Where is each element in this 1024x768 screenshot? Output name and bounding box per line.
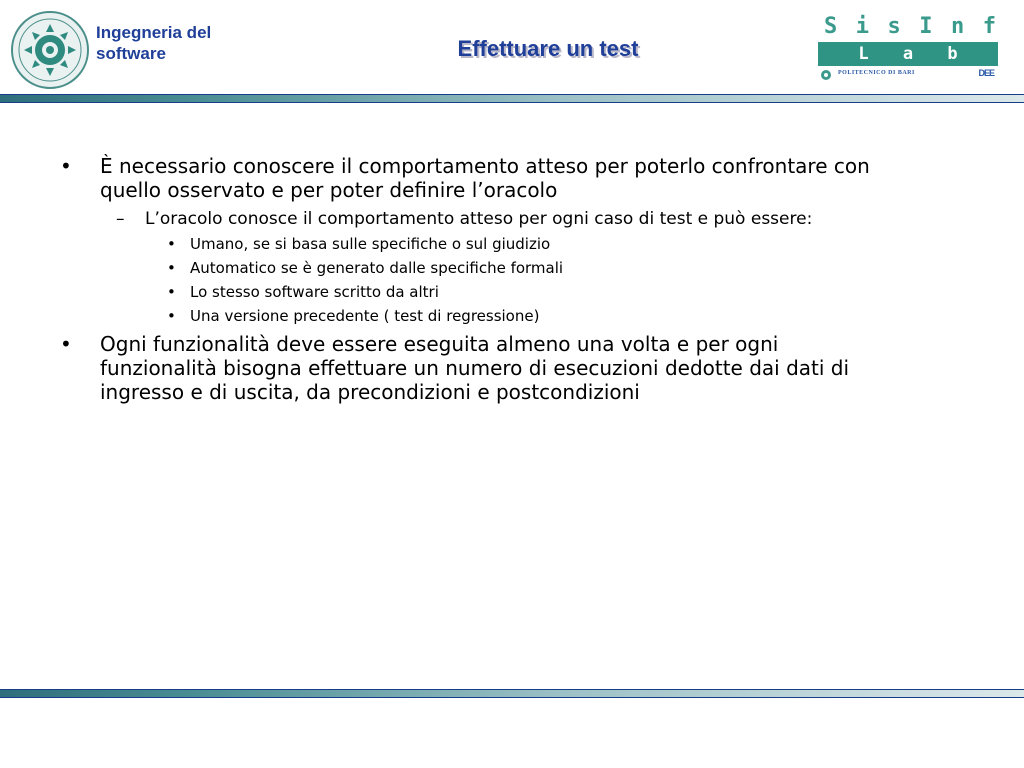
bullet-marker: • [60, 332, 72, 356]
lab-letter: f [982, 14, 996, 39]
lab-letter: n [951, 14, 965, 39]
lab-letter: I [919, 14, 933, 39]
bullet-item-1 [100, 154, 980, 202]
footer-divider-band [0, 689, 1024, 698]
institution-name: POLITECNICO DI BARI [838, 70, 915, 76]
header-divider-band [0, 94, 1024, 103]
subsub-bullet-marker: • [167, 283, 176, 301]
bullet-item-2-line1: Ogni funzionalità deve essere eseguita almeno una volta e per ogni [100, 332, 779, 356]
department-logo: DEE [978, 68, 994, 78]
lab-letter: s [887, 14, 901, 39]
lab-letter: L [858, 44, 869, 64]
lab-letter: b [947, 44, 958, 64]
bullet-item-2-line3: ingresso e di uscita, da precondizioni e postcondizioni [100, 380, 640, 404]
subsub-bullet-item: Automatico se è generato dalle specifiche formali [190, 259, 564, 277]
sub-bullet-item-1: L’oracolo conosce il comportamento atteso per ogni caso di test e può essere: [145, 209, 813, 229]
bullet-item-1-line2: quello osservato e per poter definire l’oracolo [100, 178, 558, 202]
lab-letter: S [824, 14, 838, 39]
subsub-bullet-marker: • [167, 259, 176, 277]
subsub-bullet-item: Una versione precedente ( test di regressione) [190, 307, 540, 325]
lab-logo-row1 [818, 14, 998, 40]
lab-logo-row3 [818, 68, 998, 82]
course-title-line1: Ingegneria del [96, 23, 212, 42]
subsub-bullet-marker: • [167, 307, 176, 325]
bullet-marker: • [60, 154, 72, 178]
subsub-bullet-item: Umano, se si basa sulle specifiche o sul giudizio [190, 235, 551, 253]
bullet-item-1-line1: È necessario conoscere il comportamento atteso per poterlo confrontare con [100, 154, 870, 178]
lab-letter: i [855, 14, 869, 39]
course-title-line2: software [96, 44, 166, 63]
bullet-item-2-line2: funzionalità bisogna effettuare un numero di esecuzioni dedotte dai dati di [100, 356, 850, 380]
sub-bullet-marker: – [116, 209, 125, 229]
bullet-item-2 [100, 332, 980, 404]
subsub-bullet-item: Lo stesso software scritto da altri [190, 283, 439, 301]
subsub-bullet-marker: • [167, 235, 176, 253]
slide-title: Effettuare un test [457, 36, 639, 61]
gear-icon [820, 69, 832, 81]
lab-letter: a [902, 44, 914, 64]
lab-logo-row2 [818, 42, 998, 66]
sisinf-lab-logo [818, 14, 998, 84]
